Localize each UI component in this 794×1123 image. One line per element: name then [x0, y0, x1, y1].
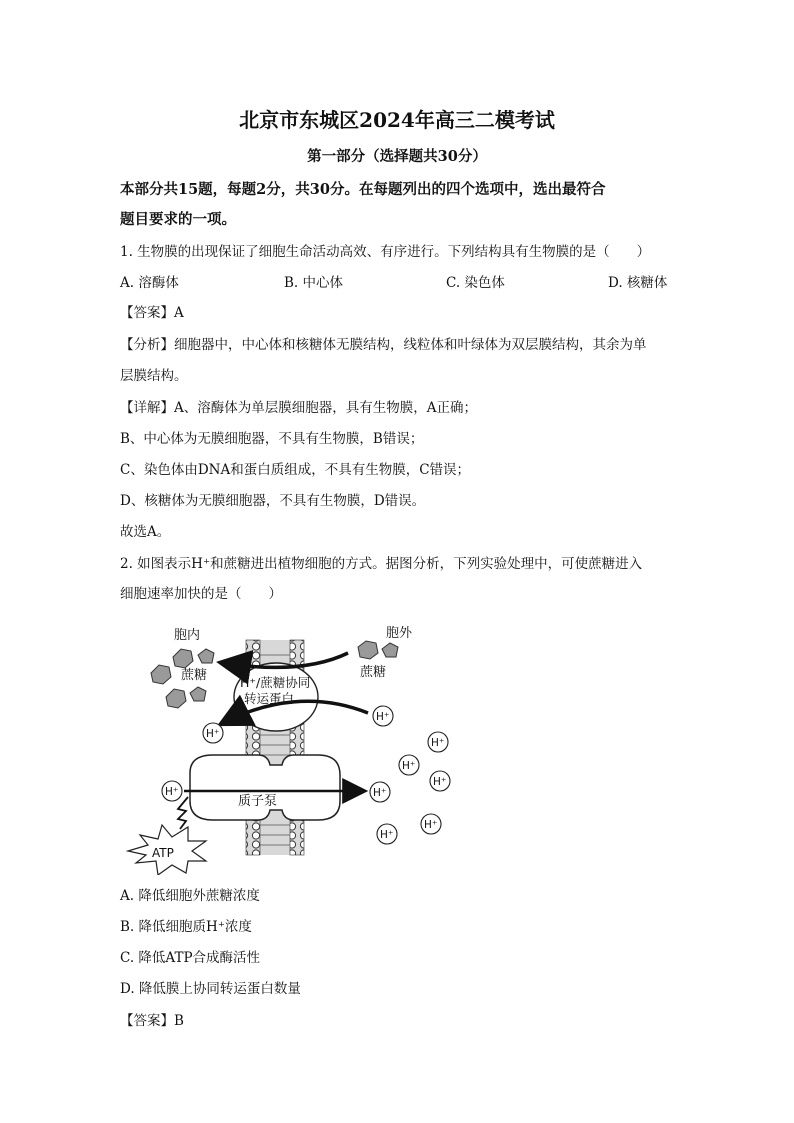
- instruction-line-2: 题目要求的一项。: [120, 211, 236, 228]
- q2-option-b: B. 降低细胞质H⁺浓度: [120, 919, 252, 935]
- q1-conclusion: 故选A。: [120, 524, 171, 540]
- q1-answer: 【答案】A: [120, 305, 184, 321]
- h-ion-label: H⁺: [433, 776, 447, 788]
- q1-analysis-line-2: 层膜结构。: [120, 368, 188, 384]
- q1-detail-a: 【详解】A、溶酶体为单层膜细胞器，具有生物膜，A正确；: [120, 400, 477, 416]
- cotransporter-label-line-2: 转运蛋白: [244, 691, 295, 706]
- q2-option-d: D. 降低膜上协同转运蛋白数量: [120, 981, 301, 997]
- h-ion-label: H⁺: [206, 728, 220, 740]
- cotransporter-protein: [234, 663, 318, 731]
- atp-burst: [128, 825, 206, 875]
- q1-analysis-line-1: 【分析】细胞器中，中心体和核糖体无膜结构，线粒体和叶绿体为双层膜结构，其余为单: [120, 337, 647, 353]
- q2-stem-line-1: 2. 如图表示H⁺和蔗糖进出植物细胞的方式。据图分析，下列实验处理中，可使蔗糖进入: [120, 556, 643, 572]
- q1-stem: 1. 生物膜的出现保证了细胞生命活动高效、有序进行。下列结构具有生物膜的是（ ）: [120, 244, 651, 260]
- sucrose-outside-label: 蔗糖: [360, 665, 387, 680]
- q2-option-a: A. 降低细胞外蔗糖浓度: [120, 888, 260, 904]
- atp-energy-zigzag: [178, 797, 188, 829]
- h-ion-label: H⁺: [376, 711, 390, 723]
- q1-option-d: D. 核糖体: [608, 275, 668, 291]
- h-ion-label: H⁺: [373, 787, 387, 799]
- proton-pump: [190, 755, 340, 820]
- q1-option-b: B. 中心体: [284, 275, 344, 291]
- page-title: 北京市东城区2024年高三二模考试: [239, 108, 555, 132]
- h-ion-label: H⁺: [431, 737, 445, 749]
- outside-label: 胞外: [386, 626, 413, 641]
- sucrose-molecules-outside: [358, 641, 398, 659]
- q2-option-c: C. 降低ATP合成酶活性: [120, 950, 261, 966]
- h-ion-label: H⁺: [424, 819, 438, 831]
- h-ion-label: H⁺: [165, 786, 179, 798]
- q1-detail-b: B、中心体为无膜细胞器，不具有生物膜，B错误；: [120, 431, 424, 447]
- section-heading: 第一部分（选择题共30分）: [307, 148, 487, 165]
- membrane-transport-figure: [118, 615, 468, 875]
- q1-detail-d: D、核糖体为无膜细胞器，不具有生物膜，D错误。: [120, 493, 426, 509]
- q2-stem-line-2: 细胞速率加快的是（ ）: [120, 586, 282, 602]
- sucrose-inside-label: 蔗糖: [181, 668, 208, 683]
- q1-option-a: A. 溶酶体: [120, 275, 179, 291]
- q2-answer: 【答案】B: [120, 1013, 184, 1029]
- h-ion-label: H⁺: [380, 829, 394, 841]
- instruction-line-1: 本部分共15题，每题2分，共30分。在每题列出的四个选项中，选出最符合: [120, 181, 606, 198]
- proton-pump-label: 质子泵: [238, 794, 278, 809]
- inside-label: 胞内: [174, 628, 201, 643]
- q1-detail-c: C、染色体由DNA和蛋白质组成，不具有生物膜，C错误；: [120, 462, 471, 478]
- atp-label: ATP: [152, 846, 174, 860]
- h-ion-label: H⁺: [402, 760, 416, 772]
- cotransporter-label-line-1: H⁺/蔗糖协同: [240, 675, 311, 690]
- q1-option-c: C. 染色体: [446, 275, 505, 291]
